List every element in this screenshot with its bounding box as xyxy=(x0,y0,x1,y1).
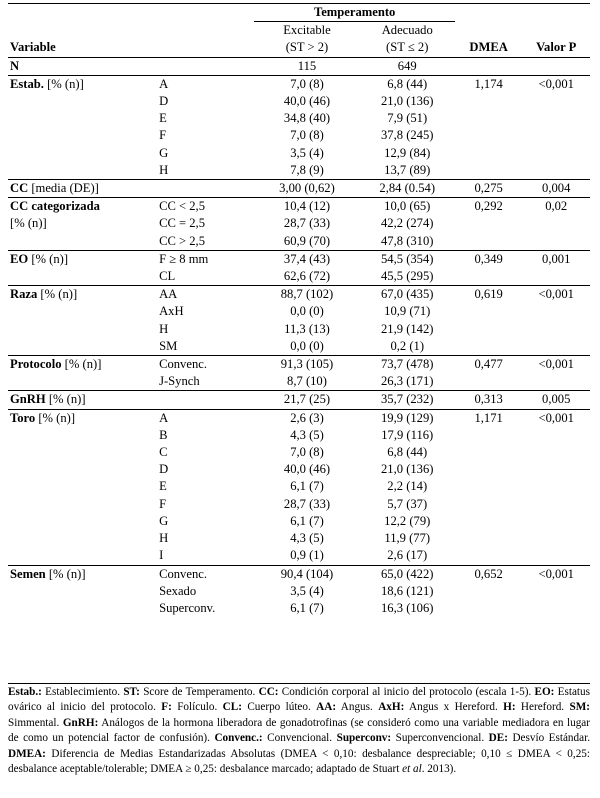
dmea-cell xyxy=(455,547,523,565)
category-cell: E xyxy=(159,479,167,494)
valor-p-cell: <0,001 xyxy=(522,356,590,374)
adecuado-cell: 67,0 (435) xyxy=(360,286,455,304)
variable-name: CC xyxy=(10,181,29,196)
variable-cell xyxy=(8,583,157,600)
variable-cell xyxy=(8,268,157,286)
adecuado-cell: 17,9 (116) xyxy=(381,427,434,442)
excitable-cell: 40,0 (46) xyxy=(283,94,331,109)
excitable-cell: 28,7 (33) xyxy=(283,496,331,511)
excitable-cell: 0,0 (0) xyxy=(290,304,324,319)
adecuado-cell: 11,9 (77) xyxy=(384,531,431,546)
adecuado-cell: 16,3 (106) xyxy=(381,600,434,615)
category-cell: J-Synch xyxy=(159,374,200,389)
table-row xyxy=(8,215,590,232)
variable-header: Variable xyxy=(10,40,56,55)
footnote-text: Angus x Hereford. xyxy=(404,701,504,714)
header-row-1 xyxy=(8,4,590,22)
adecuado-cell: 13,7 (89) xyxy=(384,162,431,177)
excitable-cell: 11,3 (13) xyxy=(284,321,330,336)
dmea-cell xyxy=(455,530,523,547)
variable-cell xyxy=(8,75,157,93)
dmea-cell: 0,275 xyxy=(455,180,523,198)
table-row xyxy=(8,373,590,391)
dmea-header: DMEA xyxy=(469,40,508,55)
category-cell: CC > 2,5 xyxy=(159,233,206,248)
footnote-term: DE: xyxy=(488,732,508,745)
footnote-term: CC: xyxy=(258,686,279,698)
footnote-text: Cuerpo lúteo. xyxy=(241,701,317,714)
variable-cell xyxy=(8,391,157,409)
header-row-3 xyxy=(8,39,590,57)
excitable-cell: 0,0 (0) xyxy=(290,338,324,353)
footnote-text: Angus. xyxy=(336,701,379,714)
valor-p-cell xyxy=(522,303,590,320)
adecuado-cell: 12,2 (79) xyxy=(384,513,431,528)
category-cell: D xyxy=(159,462,169,477)
table-row xyxy=(8,391,590,409)
adecuado-cell: 65,0 (422) xyxy=(360,565,455,583)
table-row xyxy=(8,496,590,513)
valor-p-cell: 0,005 xyxy=(522,391,590,409)
footnote-text: Superconvencional. xyxy=(391,732,489,745)
adecuado-cell: 6,8 (44) xyxy=(387,445,428,460)
table-row xyxy=(8,75,590,93)
variable-name: Protocolo xyxy=(10,357,62,372)
n-excitable: 115 xyxy=(254,57,359,75)
excitable-cell: 4,3 (5) xyxy=(290,427,324,442)
excitable-cell: 3,5 (4) xyxy=(290,145,324,160)
dmea-cell xyxy=(455,321,523,338)
footnote-term: DMEA: xyxy=(8,747,46,760)
adecuado-cell: 6,8 (44) xyxy=(360,75,455,93)
category-cell: I xyxy=(159,548,164,563)
footnote-text: Simmental. xyxy=(8,716,63,729)
variable-cell xyxy=(8,127,157,144)
footnote-term: AA: xyxy=(316,701,337,714)
variable-cell xyxy=(8,547,157,565)
variable-cell xyxy=(8,286,157,304)
variable-unit: [% (n)] xyxy=(10,216,47,231)
category-cell: Sexado xyxy=(159,583,197,598)
variable-cell xyxy=(8,321,157,338)
dmea-cell: 1,171 xyxy=(455,409,523,427)
excitable-cell: 2,6 (3) xyxy=(254,409,359,427)
footnote-term: Superconv: xyxy=(336,732,392,745)
table-row xyxy=(8,583,590,600)
dmea-cell xyxy=(455,600,523,617)
dmea-cell xyxy=(455,373,523,391)
valor-p-cell xyxy=(522,233,590,251)
valor-p-cell xyxy=(522,268,590,286)
footnote-text: Establecimiento. xyxy=(41,686,124,698)
table-row xyxy=(8,145,590,162)
footnote-text: Estatus ovárico al inicio del protocolo. xyxy=(8,686,590,714)
excitable-cell: 28,7 (33) xyxy=(283,216,331,231)
variable-cell xyxy=(8,409,157,427)
variable-cell xyxy=(8,93,157,110)
adecuado-cell: 2,84 (0.54) xyxy=(360,180,455,198)
dmea-cell xyxy=(455,478,523,495)
excitable-header-line2: (ST > 2) xyxy=(285,40,329,55)
variable-name: Raza xyxy=(10,287,38,302)
excitable-cell: 0,9 (1) xyxy=(290,548,324,563)
valor-p-cell xyxy=(522,145,590,162)
adecuado-cell: 21,9 (142) xyxy=(381,321,434,336)
category-cell: F xyxy=(159,496,167,511)
excitable-cell: 91,3 (105) xyxy=(254,356,359,374)
dmea-cell xyxy=(455,427,523,444)
category-cell: H xyxy=(159,321,169,336)
variable-cell xyxy=(8,444,157,461)
valor-p-cell: 0,004 xyxy=(522,180,590,198)
valor-p-cell xyxy=(522,478,590,495)
dmea-cell xyxy=(455,162,523,180)
adecuado-cell: 2,2 (14) xyxy=(387,479,428,494)
footnote-text: Score de Temperamento. xyxy=(139,686,259,698)
excitable-cell: 3,00 (0,62) xyxy=(254,180,359,198)
excitable-cell: 6,1 (7) xyxy=(290,513,324,528)
category-cell: H xyxy=(159,531,169,546)
adecuado-cell: 0,2 (1) xyxy=(390,338,425,353)
variable-cell xyxy=(8,427,157,444)
footnote-term: Convenc.: xyxy=(214,732,263,745)
valor-p-cell xyxy=(522,110,590,127)
adecuado-cell: 37,8 (245) xyxy=(381,128,434,143)
table-footnote xyxy=(8,683,590,777)
adecuado-cell: 47,8 (310) xyxy=(381,233,434,248)
footnote-term: ST: xyxy=(123,686,140,698)
excitable-cell: 7,0 (8) xyxy=(290,128,324,143)
table-row xyxy=(8,478,590,495)
category-cell: D xyxy=(159,94,169,109)
adecuado-cell: 73,7 (478) xyxy=(360,356,455,374)
table-row xyxy=(8,356,590,374)
category-cell: B xyxy=(159,427,168,442)
group-title: Temperamento xyxy=(254,4,455,22)
table-row xyxy=(8,444,590,461)
valor-p-cell xyxy=(522,373,590,391)
variable-cell xyxy=(8,233,157,251)
table-row xyxy=(8,409,590,427)
adecuado-cell: 5,7 (37) xyxy=(387,496,428,511)
adecuado-cell: 7,9 (51) xyxy=(387,111,428,126)
category-cell: G xyxy=(159,145,169,160)
adecuado-cell: 12,9 (84) xyxy=(384,145,431,160)
table-row xyxy=(8,110,590,127)
category-cell: A xyxy=(157,75,254,93)
variable-unit: [media (DE)] xyxy=(28,181,99,196)
adecuado-cell: 21,0 (136) xyxy=(381,94,434,109)
adecuado-cell: 45,5 (295) xyxy=(381,269,434,284)
valor-p-cell xyxy=(522,530,590,547)
valor-p-cell xyxy=(522,321,590,338)
variable-cell xyxy=(8,600,157,617)
variable-cell xyxy=(8,338,157,356)
excitable-cell: 10,4 (12) xyxy=(254,198,359,216)
excitable-cell: 88,7 (102) xyxy=(254,286,359,304)
excitable-cell: 21,7 (25) xyxy=(254,391,359,409)
dmea-cell xyxy=(455,110,523,127)
dmea-cell: 0,619 xyxy=(455,286,523,304)
table-row xyxy=(8,162,590,180)
table-row xyxy=(8,461,590,478)
category-cell: Convenc. xyxy=(157,356,254,374)
category-cell xyxy=(157,180,254,198)
dmea-cell xyxy=(455,496,523,513)
variable-cell xyxy=(8,478,157,495)
variable-cell xyxy=(8,198,157,216)
table-row xyxy=(8,233,590,251)
excitable-cell: 4,3 (5) xyxy=(290,531,324,546)
variable-unit: [% (n)] xyxy=(43,76,84,91)
dmea-cell xyxy=(455,145,523,162)
table-body xyxy=(8,4,590,618)
excitable-cell: 7,8 (9) xyxy=(290,162,324,177)
variable-cell xyxy=(8,145,157,162)
dmea-cell: 0,349 xyxy=(455,250,523,268)
footnote-term: GnRH: xyxy=(62,716,99,729)
valor-p-cell: <0,001 xyxy=(522,286,590,304)
footnote-text: Folículo. xyxy=(171,701,223,714)
footnote-term: EO: xyxy=(534,686,555,698)
adecuado-header-line2: (ST ≤ 2) xyxy=(386,40,429,55)
valor-p-cell xyxy=(522,583,590,600)
table-row xyxy=(8,250,590,268)
valor-p-cell xyxy=(522,496,590,513)
variable-unit: [% (n)] xyxy=(45,392,86,407)
variable-unit: [% (n)] xyxy=(45,566,86,581)
footnote-term: SM: xyxy=(569,701,590,714)
valor-p-cell xyxy=(522,215,590,232)
dmea-cell: 0,477 xyxy=(455,356,523,374)
variable-cell xyxy=(8,530,157,547)
excitable-cell: 62,6 (72) xyxy=(283,269,331,284)
valor-p-cell: 0,001 xyxy=(522,250,590,268)
category-cell: AxH xyxy=(159,304,184,319)
dmea-cell xyxy=(455,583,523,600)
dmea-cell: 0,313 xyxy=(455,391,523,409)
footnote-term: H: xyxy=(503,701,516,714)
footnote-text: . 2013). xyxy=(421,763,457,776)
category-cell: A xyxy=(157,409,254,427)
variable-cell xyxy=(8,513,157,530)
category-cell: E xyxy=(159,111,167,126)
dmea-cell: 1,174 xyxy=(455,75,523,93)
excitable-cell: 6,1 (7) xyxy=(290,600,324,615)
category-cell: F ≥ 8 mm xyxy=(157,250,254,268)
valor-p-cell: 0,02 xyxy=(522,198,590,216)
adecuado-cell: 35,7 (232) xyxy=(360,391,455,409)
variable-unit: [% (n)] xyxy=(61,357,102,372)
adecuado-cell: 19,9 (129) xyxy=(360,409,455,427)
excitable-cell: 3,5 (4) xyxy=(290,583,324,598)
variable-unit: [% (n)] xyxy=(37,287,78,302)
table-row xyxy=(8,427,590,444)
category-cell: CC = 2,5 xyxy=(159,216,206,231)
variable-unit: [% (n)] xyxy=(28,251,69,266)
variable-cell xyxy=(8,303,157,320)
valor-p-cell xyxy=(522,93,590,110)
valor-p-cell xyxy=(522,427,590,444)
dmea-cell: 0,652 xyxy=(455,565,523,583)
adecuado-cell: 26,3 (171) xyxy=(381,374,434,389)
valor-p-header: Valor P xyxy=(536,40,577,55)
table-row xyxy=(8,565,590,583)
category-cell: CL xyxy=(159,269,176,284)
header-row-2 xyxy=(8,22,590,40)
excitable-cell: 8,7 (10) xyxy=(287,374,327,389)
excitable-cell: 40,0 (46) xyxy=(283,462,331,477)
footnote-term: Estab.: xyxy=(8,686,42,698)
variable-unit: [% (n)] xyxy=(35,410,76,425)
category-cell: SM xyxy=(159,338,178,353)
footnote-text: Hereford. xyxy=(515,701,570,714)
footnote-text: Diferencia de Medias Estandarizadas Absolutas (DMEA < 0,10: desbalance despreciable; 0,10 ≤ DMEA < 0,25: desbalance aceptable/tolerable; DMEA ≥ 0,25: desbalance marcado; adaptado de Stuart xyxy=(8,747,590,776)
valor-p-cell xyxy=(522,600,590,617)
table-row xyxy=(8,268,590,286)
adecuado-cell: 54,5 (354) xyxy=(360,250,455,268)
variable-name: Toro xyxy=(10,410,36,425)
table-row xyxy=(8,547,590,565)
adecuado-cell: 42,2 (274) xyxy=(381,216,434,231)
dmea-cell xyxy=(455,513,523,530)
variable-cell xyxy=(8,461,157,478)
variable-name: CC categorizada xyxy=(10,199,100,214)
variable-cell xyxy=(8,356,157,374)
excitable-cell: 7,0 (8) xyxy=(254,75,359,93)
valor-p-cell xyxy=(522,513,590,530)
dmea-cell xyxy=(455,233,523,251)
dmea-cell xyxy=(455,127,523,144)
footnote-text: Condición corporal al inicio del protocolo (escala 1-5). xyxy=(278,686,535,698)
category-cell: AA xyxy=(157,286,254,304)
variable-cell xyxy=(8,110,157,127)
variable-name: Estab. xyxy=(10,76,44,91)
table-row xyxy=(8,600,590,617)
valor-p-cell xyxy=(522,338,590,356)
table-row xyxy=(8,127,590,144)
category-cell: C xyxy=(159,445,168,460)
excitable-cell: 90,4 (104) xyxy=(254,565,359,583)
footnote-term: AxH: xyxy=(378,701,405,714)
category-cell xyxy=(157,391,254,409)
excitable-cell: 37,4 (43) xyxy=(254,250,359,268)
excitable-cell: 60,9 (70) xyxy=(283,233,331,248)
category-cell: G xyxy=(159,513,169,528)
table-row xyxy=(8,321,590,338)
footnote-text: Desvío Estándar. xyxy=(507,732,590,745)
category-cell: Superconv. xyxy=(159,600,216,615)
table-row xyxy=(8,303,590,320)
valor-p-cell: <0,001 xyxy=(522,565,590,583)
table-row xyxy=(8,180,590,198)
excitable-header-line1: Excitable xyxy=(283,23,331,38)
valor-p-cell xyxy=(522,444,590,461)
dmea-cell xyxy=(455,461,523,478)
adecuado-cell: 21,0 (136) xyxy=(381,462,434,477)
dmea-cell xyxy=(455,268,523,286)
category-cell: H xyxy=(159,162,169,177)
dmea-cell xyxy=(455,338,523,356)
adecuado-cell: 18,6 (121) xyxy=(381,583,434,598)
adecuado-cell: 2,6 (17) xyxy=(387,548,428,563)
variable-cell xyxy=(8,565,157,583)
footnote-term: F: xyxy=(161,701,172,714)
adecuado-header-line1: Adecuado xyxy=(381,23,433,38)
adecuado-cell: 10,9 (71) xyxy=(384,304,431,319)
variable-cell xyxy=(8,373,157,391)
n-row xyxy=(8,57,590,75)
footnote-term: CL: xyxy=(222,701,242,714)
valor-p-cell: <0,001 xyxy=(522,75,590,93)
table-row xyxy=(8,530,590,547)
valor-p-cell: <0,001 xyxy=(522,409,590,427)
variable-cell xyxy=(8,250,157,268)
table-row xyxy=(8,93,590,110)
variable-name: Semen xyxy=(10,566,46,581)
dmea-cell xyxy=(455,215,523,232)
dmea-cell xyxy=(455,303,523,320)
variable-cell xyxy=(8,180,157,198)
valor-p-cell xyxy=(522,162,590,180)
n-adecuado: 649 xyxy=(360,57,455,75)
category-cell: Convenc. xyxy=(157,565,254,583)
table-row xyxy=(8,513,590,530)
dmea-cell xyxy=(455,93,523,110)
excitable-cell: 34,8 (40) xyxy=(283,111,331,126)
n-label: N xyxy=(8,57,157,75)
table-row xyxy=(8,286,590,304)
valor-p-cell xyxy=(522,461,590,478)
variable-cell xyxy=(8,162,157,180)
temperament-table xyxy=(8,3,590,617)
footnote-text: Análogos de la hormona liberadora de gonadotrofinas (se consideró como una variable mediadora en lugar de como un potencial factor de confusión). xyxy=(8,716,590,745)
variable-cell xyxy=(8,215,157,232)
variable-name: GnRH xyxy=(10,392,46,407)
footnote-text: Convencional. xyxy=(262,732,337,745)
category-cell: F xyxy=(159,128,167,143)
variable-name: EO xyxy=(10,251,29,266)
excitable-cell: 7,0 (8) xyxy=(290,445,324,460)
adecuado-cell: 10,0 (65) xyxy=(360,198,455,216)
dmea-cell xyxy=(455,444,523,461)
footnote-italic: et al xyxy=(402,763,422,776)
valor-p-cell xyxy=(522,547,590,565)
valor-p-cell xyxy=(522,127,590,144)
excitable-cell: 6,1 (7) xyxy=(290,479,324,494)
category-cell: CC < 2,5 xyxy=(157,198,254,216)
table-row xyxy=(8,198,590,216)
dmea-cell: 0,292 xyxy=(455,198,523,216)
table-row xyxy=(8,338,590,356)
variable-cell xyxy=(8,496,157,513)
